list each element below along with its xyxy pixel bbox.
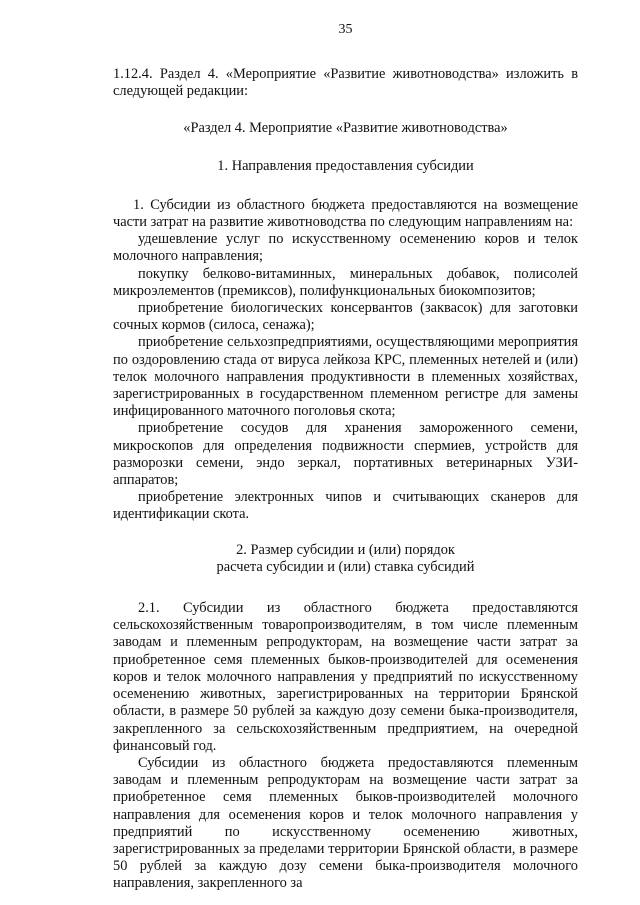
size-section bbox=[113, 600, 578, 892]
list-item: приобретение биологических консервантов (заквасок) для заготовки сочных кормов (силоса, сенажа); bbox=[113, 300, 578, 334]
list-item: приобретение сосудов для хранения замороженного семени, микроскопов для определения подвижности спермиев, устройств для разморозки семени, эндо зеркал, портативных ветеринарных УЗИ-аппаратов; bbox=[113, 420, 578, 489]
paragraph-2-1-cont: Субсидии из областного бюджета предоставляются племенным заводам и племенным репродукторам на возмещение части затрат за приобретенное семя племенных быков-производителей молочного направления для осеменения коров и телок молочного направления у предприятий по искусственному осеменению животных, зарегистрированных за пределами территории Брянской области, в размере 50 рублей за каждую дозу семени быка-производителя молочного направления, закрепленного за bbox=[113, 754, 578, 892]
list-item: 1. Субсидии из областного бюджета предоставляются на возмещение части затрат на развитие животноводства по следующим направлениям на: bbox=[113, 196, 578, 231]
page-number: 35 bbox=[338, 22, 353, 37]
intro-paragraph: 1.12.4. Раздел 4. «Мероприятие «Развитие животноводства» изложить в следующей редакции: bbox=[113, 66, 578, 100]
directions-list bbox=[113, 197, 578, 524]
list-item: удешевление услуг по искусственному осеменению коров и телок молочного направления; bbox=[113, 231, 578, 265]
heading-size bbox=[113, 542, 578, 576]
paragraph-2-1: 2.1. Субсидии из областного бюджета предоставляются сельскохозяйственным товаропроизводителям, в том числе племенным заводам и племенным репродукторам, на возмещение части затрат за приобретенное семя племенных быков-производителей для осеменения коров и телок молочного направления у предприятий по искусственному осеменению животных, зарегистрированных на территории Брянской области, в размере 50 рублей за каждую дозу семени быка-производителя, закрепленного за сельскохозяйственным предприятием, на очередной финансовый год. bbox=[113, 600, 578, 754]
heading-directions: 1. Направления предоставления субсидии bbox=[217, 157, 474, 174]
section-title: «Раздел 4. Мероприятие «Развитие животноводства» bbox=[183, 120, 508, 137]
list-item: приобретение сельхозпредприятиями, осуществляющими мероприятия по оздоровлению стада от вируса лейкоза КРС, племенных нетелей и (или) телок молочного направления продуктивности в племенных хозяйствах, зарегистрированных в государственном племенном регистре для замены инфицированного маточного поголовья скота; bbox=[113, 334, 578, 420]
heading-size-line1: 2. Размер субсидии и (или) порядок bbox=[236, 541, 455, 558]
list-item: покупку белково-витаминных, минеральных добавок, полисолей микроэлементов (премиксов), полифункциональных биокомпозитов; bbox=[113, 265, 578, 299]
list-item: приобретение электронных чипов и считывающих сканеров для идентификации скота. bbox=[113, 489, 578, 523]
heading-size-line2: расчета субсидии и (или) ставка субсидий bbox=[216, 558, 475, 575]
